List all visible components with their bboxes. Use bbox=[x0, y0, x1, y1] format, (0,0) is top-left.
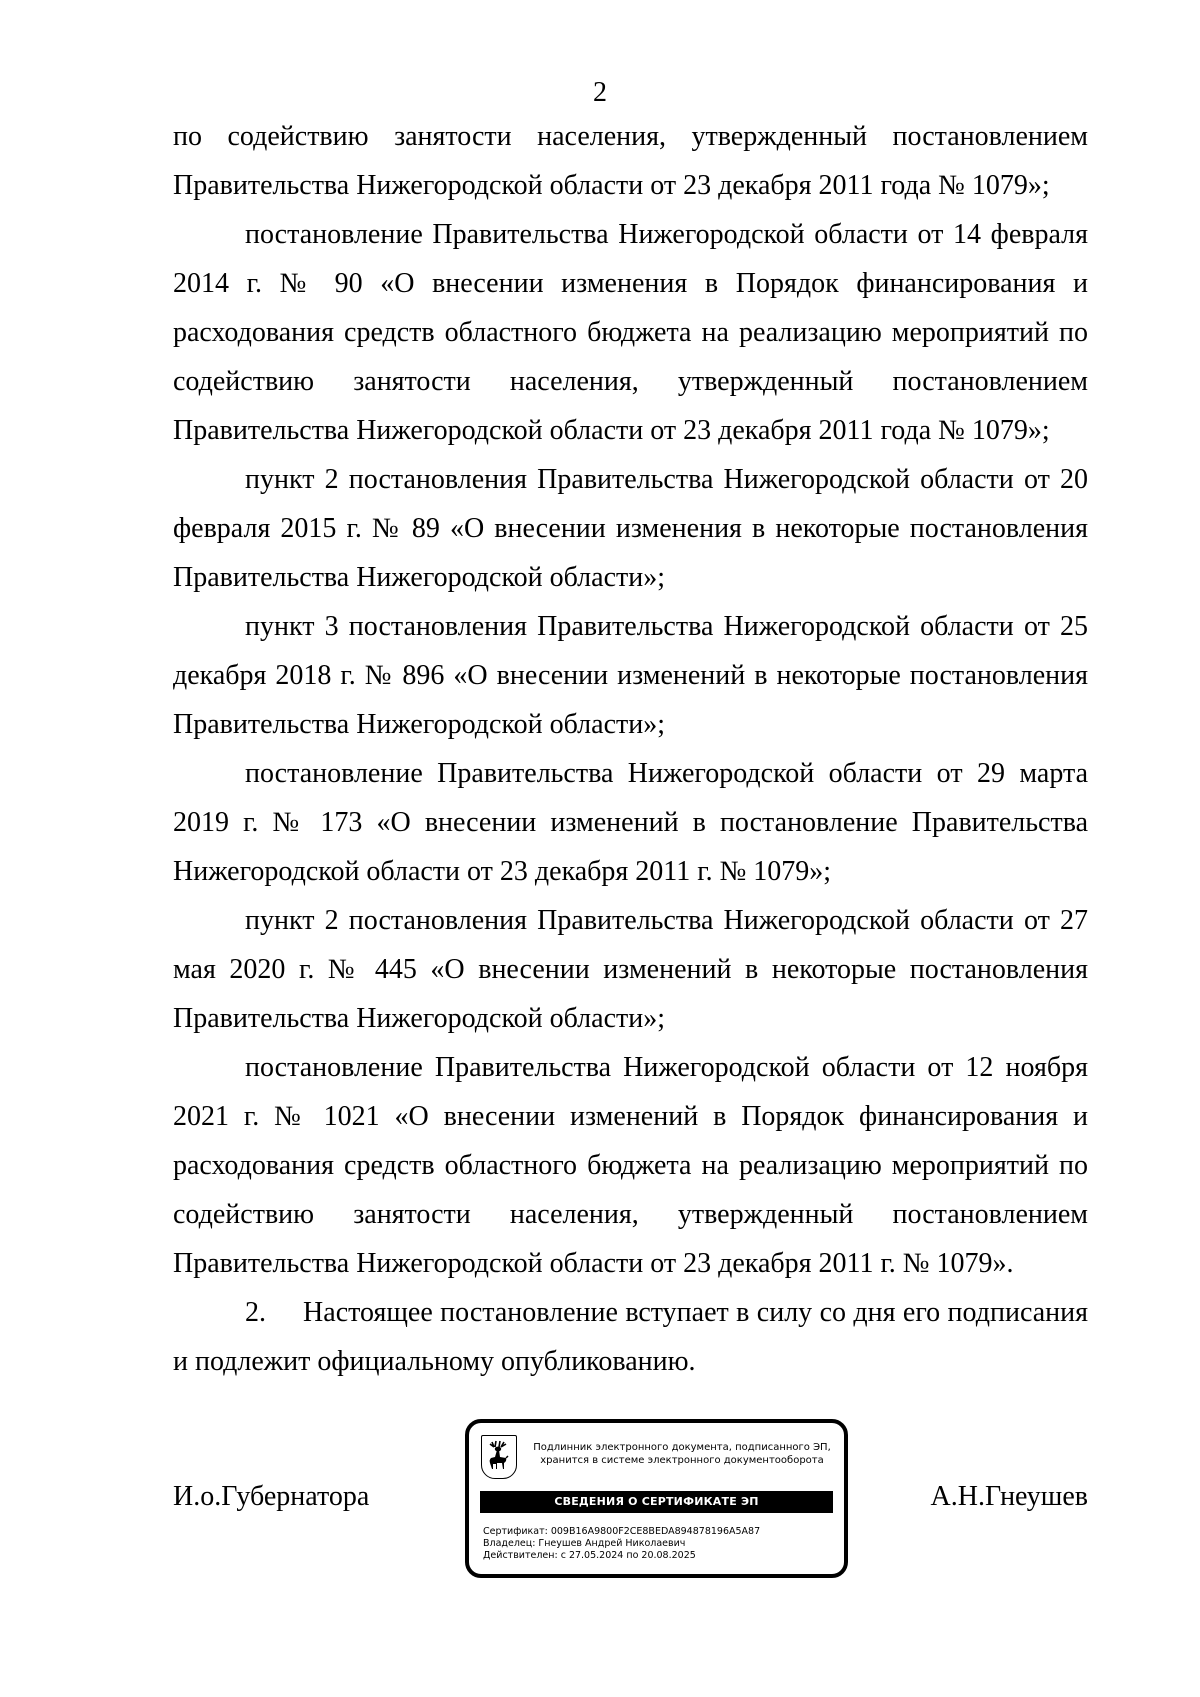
document-body bbox=[173, 112, 1095, 1386]
paragraph-effective-date: 2. Настоящее постановление вступает в силу со дня его подписания и подлежит официальному опубликованию. bbox=[173, 1297, 1095, 1377]
certificate-number: Сертификат: 009B16A9800F2CE8BEDA894878196A5A87 bbox=[483, 1526, 761, 1537]
signer-name: А.Н.Гнеушев bbox=[930, 1481, 1088, 1512]
paragraph: постановление Правительства Нижегородской области от 14 февраля 2014 г. № 90 «О внесении изменения в Порядок финансирования и расходования средств областного бюджета на реализацию мероприятий по содействию занятости населения, утвержденный постановлением Правительства Нижегородской области от 23 декабря 2011 года № 1079»; bbox=[173, 219, 1088, 446]
coat-of-arms-deer-icon bbox=[481, 1435, 517, 1479]
certificate-details bbox=[483, 1526, 760, 1562]
stamp-header-line: хранится в системе электронного документооборота bbox=[540, 1455, 824, 1466]
paragraph: постановление Правительства Нижегородской области от 12 ноября 2021 г. № 1021 «О внесении изменений в Порядок финансирования и расходования средств областного бюджета на реализацию мероприятий по содействию занятости населения, утвержденный постановлением Правительства Нижегородской области от 23 декабря 2011 г. № 1079». bbox=[173, 1052, 1088, 1279]
page-number: 2 bbox=[593, 77, 607, 108]
electronic-signature-stamp bbox=[465, 1419, 848, 1578]
certificate-validity: Действителен: с 27.05.2024 по 20.08.2025 bbox=[483, 1550, 696, 1561]
paragraph-continuation: по содействию занятости населения, утвержденный постановлением Правительства Нижегородской области от 23 декабря 2011 года № 1079»; bbox=[173, 121, 1088, 201]
paragraph: пункт 2 постановления Правительства Нижегородской области от 20 февраля 2015 г. № 89 «О внесении изменения в некоторые постановления Правительства Нижегородской области»; bbox=[173, 464, 1088, 593]
stamp-header-line: Подлинник электронного документа, подписанного ЭП, bbox=[533, 1442, 831, 1453]
stamp-title-bar: СВЕДЕНИЯ О СЕРТИФИКАТЕ ЭП bbox=[480, 1491, 833, 1513]
paragraph: постановление Правительства Нижегородской области от 29 марта 2019 г. № 173 «О внесении изменений в постановление Правительства Нижегородской области от 23 декабря 2011 г. № 1079»; bbox=[173, 758, 1088, 887]
paragraph: пункт 3 постановления Правительства Нижегородской области от 25 декабря 2018 г. № 896 «О внесении изменений в некоторые постановления Правительства Нижегородской области»; bbox=[173, 611, 1088, 740]
paragraph: пункт 2 постановления Правительства Нижегородской области от 27 мая 2020 г. № 445 «О внесении изменений в некоторые постановления Правительства Нижегородской области»; bbox=[173, 905, 1088, 1034]
certificate-owner: Владелец: Гнеушев Андрей Николаевич bbox=[483, 1538, 686, 1549]
stamp-header bbox=[521, 1441, 843, 1467]
deer-emblem-graphic bbox=[482, 1436, 515, 1477]
signer-position: И.о.Губернатора bbox=[173, 1481, 370, 1512]
